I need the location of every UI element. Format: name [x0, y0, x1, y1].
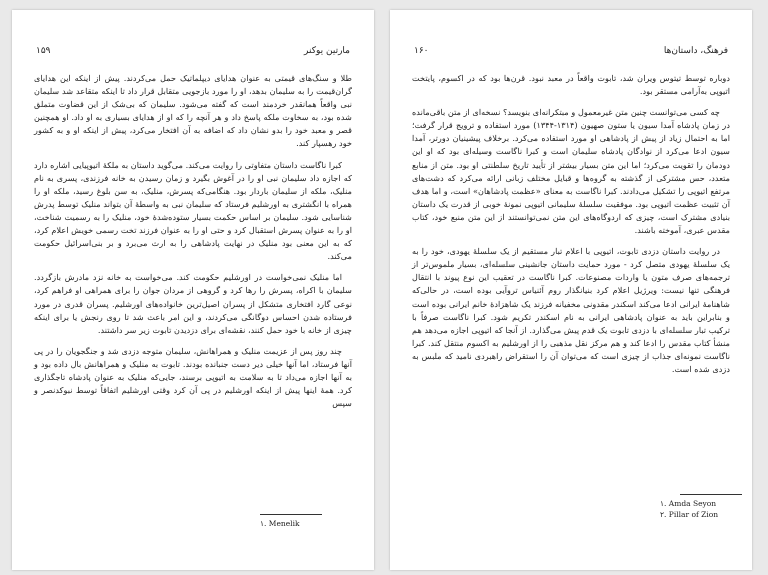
- running-title: مارتین یوکنر: [304, 46, 350, 56]
- page-header: [36, 46, 350, 62]
- paragraph: در روایت داستان دزدی تابوت، اتیوپی با اعلام تبار مستقیم از یک سلسلهٔ یهودی، خود را به یک سلسلهٔ یهودی متصل کرد - مورد حمایت داستان جانشینی سلسله‌ای، بسیار ملموس‌تر از ترجمه‌های صرف متون یا واردات مصنوعات. کبرا ناگاست در تعقیب این نوع پیوند با انتقال فرهنگی تنها نیست: ویرژیل اعلام کرد بنیانگذار روم آئنیاس تروآیی بوده است، در حالی‌که شاهنامهٔ ایرانی ادعا می‌کند اسکندر مقدونی مخفیانه فرزند یک شاهزادهٔ خانم ایرانی بوده است و بنابراین باید به عنوان پادشاهی ایرانی به نام اسکندر تکریم شود. کبرا ناگاست صرفاً با ترکیب تبار سلسله‌ای با دزدی تابوت یک قدم پیش می‌گذارد. از آنجا که اتیوپی اجازه می‌دهد هم منشأ کتاب مقدس را ادعا کند و هم مرکز نقل مذهبی را از اورشلیم به اکسوم منتقل کند. کبرا ناگاست نمونه‌ای جذاب از چیزی است که می‌توان آن را استقراض راهبردی نامید که ملبس به دزدی شده است.: [412, 246, 730, 374]
- paragraph: دوباره توسط تیتوس ویران شد، تابوت واقعاً در معبد نبود. قرن‌ها بود که در اکسوم، پایتخت اتیوپی به‌آرامی مستقر بود.: [412, 73, 730, 97]
- right-page: [390, 10, 752, 570]
- footnote: ۱. Amda Seyon: [660, 499, 717, 508]
- running-title: فرهنگ، داستان‌ها: [663, 46, 728, 56]
- paragraph: چه کسی می‌توانست چنین متن غیرمعمول و مبتکرانه‌ای بنویسد؟ نسخه‌ای از متن باقی‌مانده در زمان پادشاه آمدا سیون یا ستون صهیون (۱۳۱۴-۱۳۴۴) مورد استفاده و ترویج قرار گرفت؛ اما به احتمال زیاد از پیش از پادشاهی او مورد استفاده می‌کرد. برخلاف پیشینیان دورتر، آمدا سیون ادعا می‌کرد از نوادگان پادشاه سلیمان است و کبرا ناگاست وسیله‌ای بود که او این دودمان را تقویت می‌کرد؛ اما این متن بسیار بیشتر از تأیید تاریخ سلطنتی او بود. متن از منابع متعدد، حس مشترکی از گذشته به گروه‌ها و قبایل مختلف زبانی ارائه می‌کرد که دشت‌های مرتفع اتیوپی را تشکیل می‌دادند. کبرا ناگاست به معنای «عظمت پادشاهان» است، و اما هدف آن تثبیت عظمت اتیوپی بود. موفقیت سلسلهٔ سلیمانی اتیوپی نمونهٔ خوبی از قدرت یک داستان بنیادی مشترک است، چیزی که اردوگاه‌های این متن نمی‌توانستند از این متن منبع خود، کتاب مقدس عبری، آموخته باشند.: [412, 107, 730, 236]
- footnote: ۱. Menelik: [260, 519, 300, 528]
- footnotes: [660, 498, 718, 520]
- footnote: ۲. Pillar of Zion: [660, 510, 719, 519]
- footnotes: [260, 518, 300, 529]
- paragraph: چند روز پس از عزیمت منلیک و همراهانش، سلیمان متوجه دزدی شد و جنگجویان را در پی آنها فرستاد، اما آنها خیلی دیر دست جنبانده بودند. تابوت به منلیک و همراهانش بال داده بود و به آنها اجازه می‌داد تا به سلامت به اتیوپی برسند، جایی‌که منلیک به عنوان پادشاه تاجگذاری کرد. همهٔ اینها پیش از اینکه اورشلیم در پی آن کرد وقتی اورشلیم اتفاقاً توسط نبوکدنصر و سپس: [34, 345, 352, 409]
- paragraph: کبرا ناگاست داستان متفاوتی را روایت می‌کند. می‌گوید داستان به ملکهٔ اتیوپیایی اشاره دارد که اجازه داد سلیمان نبی او را در آغوش بگیرد و زمان رسیدن به خانه فرزندی، پسری به نام منلیک، ملکه از سلیمان باردار بود. هنگامی‌که پسرش، منلیک، به سن بلوغ رسید، ملکه او را همراه با انگشتری به اورشلیم فرستاد که سلیمان نبی به واسطهٔ آن بتواند منلیک توسط پدرش شناسایی شود. سلیمان بر اساس حکمت بسیار ستوده‌شدهٔ خود، منلیک را به رسمیت شناخت، او را به عنوان پسرش استقبال کرد و حتی او را به عنوان فرزند تخت رسمی خویش اعلام کرد، که به این معنی بود منلیک در نهایت پادشاهی را به ارث می‌برد و بر بنی‌اسرائیل حکومت می‌کند.: [34, 159, 352, 262]
- page-header: [414, 46, 728, 62]
- left-page: [12, 10, 374, 570]
- page-number: ۱۵۹: [36, 46, 51, 56]
- page-number: ۱۶۰: [414, 46, 429, 56]
- paragraph: طلا و سنگ‌های قیمتی به عنوان هدایای دیپلماتیک حمل می‌کردند. پیش از اینکه این هدایای گران‌قیمت را به سلیمان بدهد، او را مورد بازجویی متقابل قرار داد تا اینکه متقاعد شد سلیمان نبی واقعاً همانقدر خردمند است که گفته می‌شود. سلیمان که بی‌شک از این قضاوت متملق شده بود، به سخاوت ملکه پاسخ داد و هر آنچه را که او از هدایای بسیاری به او داد. او همچنین قصر و معبد خود را بدو نشان داد که اضافه به آن افتخار می‌کرد، پیش از اینکه او و به کشور خود رهسپار کند.: [34, 73, 352, 149]
- page-body: [34, 72, 352, 418]
- paragraph: اما منلیک نمی‌خواست در اورشلیم حکومت کند. می‌خواست به خانه نزد مادرش بازگردد. سلیمان با اکراه، پسرش را رها کرد و گروهی از مردان جوان را برای همراهی او فراهم کرد، نوعی گارد افتخاری متشکل از پسران اصیل‌ترین خانواده‌های اورشلیم. پسران قدری در مورد فرستاده شدن احساس دوگانگی می‌کردند، و این امر باعث شد تا روی رنجش یا برای اینکه چیزی از خانه با خود حمل کنند، نقشه‌ای برای دزدیدن تابوت زیر سر داشتند.: [34, 272, 352, 335]
- footnote-rule: [260, 514, 322, 515]
- page-body: [412, 72, 730, 384]
- footnote-rule: [680, 494, 742, 495]
